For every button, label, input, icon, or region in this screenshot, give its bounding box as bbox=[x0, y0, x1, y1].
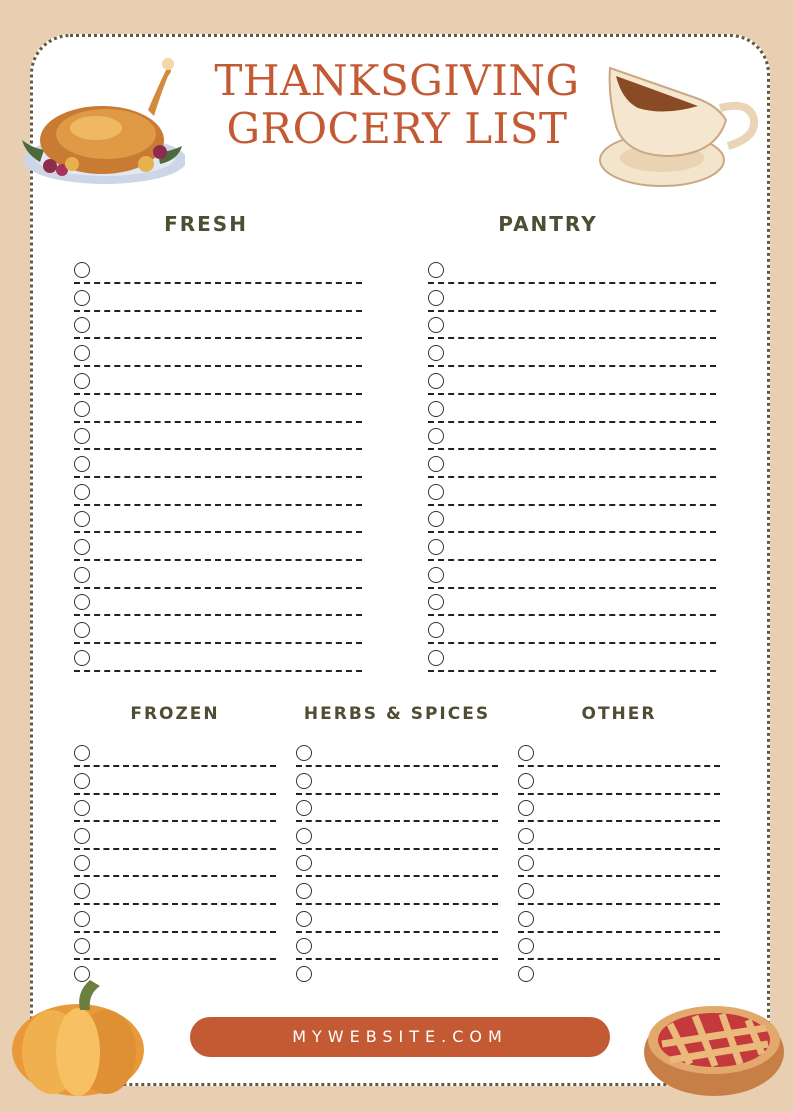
pantry-list-item[interactable] bbox=[428, 345, 716, 367]
checkbox-circle[interactable] bbox=[296, 855, 312, 871]
checkbox-circle[interactable] bbox=[296, 883, 312, 899]
write-in-line[interactable] bbox=[428, 670, 716, 672]
pantry-list-item[interactable] bbox=[428, 373, 716, 395]
checkbox-circle[interactable] bbox=[428, 345, 444, 361]
other-list-item[interactable] bbox=[518, 938, 720, 960]
checkbox-circle[interactable] bbox=[74, 456, 90, 472]
section-title-pantry: PANTRY bbox=[498, 212, 598, 236]
frozen-list-item[interactable] bbox=[74, 800, 276, 822]
frozen-list-item[interactable] bbox=[74, 828, 276, 850]
pantry-list-item[interactable] bbox=[428, 428, 716, 450]
write-in-line[interactable] bbox=[428, 531, 716, 533]
checkbox-circle[interactable] bbox=[428, 622, 444, 638]
page-title-line-2: GROCERY LIST bbox=[226, 104, 568, 153]
checkbox-circle[interactable] bbox=[74, 911, 90, 927]
other-list-item[interactable] bbox=[518, 800, 720, 822]
write-in-line[interactable] bbox=[428, 614, 716, 616]
pantry-list-item[interactable] bbox=[428, 622, 716, 644]
write-in-line[interactable] bbox=[296, 820, 498, 822]
checkbox-circle[interactable] bbox=[518, 773, 534, 789]
write-in-line[interactable] bbox=[296, 793, 498, 795]
write-in-line[interactable] bbox=[518, 765, 720, 767]
checkbox-circle[interactable] bbox=[74, 401, 90, 417]
write-in-line[interactable] bbox=[428, 310, 716, 312]
checkbox-circle[interactable] bbox=[74, 828, 90, 844]
checkbox-circle[interactable] bbox=[518, 911, 534, 927]
herbs-list-item[interactable] bbox=[296, 800, 498, 822]
checkbox-circle[interactable] bbox=[428, 317, 444, 333]
write-in-line[interactable] bbox=[296, 765, 498, 767]
herbs-list-item[interactable] bbox=[296, 883, 498, 905]
other-list-item[interactable] bbox=[518, 828, 720, 850]
checkbox-circle[interactable] bbox=[428, 539, 444, 555]
checkbox-circle[interactable] bbox=[428, 290, 444, 306]
checkbox-circle[interactable] bbox=[428, 401, 444, 417]
checkbox-circle[interactable] bbox=[518, 828, 534, 844]
checkbox-circle[interactable] bbox=[74, 511, 90, 527]
write-in-line[interactable] bbox=[74, 820, 276, 822]
pantry-list-item[interactable] bbox=[428, 401, 716, 423]
checkbox-circle[interactable] bbox=[74, 622, 90, 638]
pantry-list-item[interactable] bbox=[428, 484, 716, 506]
fresh-list-item[interactable] bbox=[74, 428, 362, 450]
checkbox-circle[interactable] bbox=[74, 290, 90, 306]
checkbox-circle[interactable] bbox=[518, 745, 534, 761]
fresh-list-item[interactable] bbox=[74, 456, 362, 478]
write-in-line[interactable] bbox=[428, 365, 716, 367]
frozen-list-item[interactable] bbox=[74, 773, 276, 795]
herbs-list-item[interactable] bbox=[296, 966, 498, 988]
write-in-line[interactable] bbox=[518, 848, 720, 850]
frozen-list-item[interactable] bbox=[74, 883, 276, 905]
section-title-frozen: FROZEN bbox=[130, 704, 220, 724]
write-in-line[interactable] bbox=[518, 793, 720, 795]
pantry-list-item[interactable] bbox=[428, 511, 716, 533]
checkbox-circle[interactable] bbox=[74, 567, 90, 583]
checkbox-circle[interactable] bbox=[296, 966, 312, 982]
write-in-line[interactable] bbox=[428, 504, 716, 506]
fresh-list-item[interactable] bbox=[74, 345, 362, 367]
write-in-line[interactable] bbox=[428, 587, 716, 589]
write-in-line[interactable] bbox=[518, 931, 720, 933]
pantry-list-item[interactable] bbox=[428, 567, 716, 589]
other-list-item[interactable] bbox=[518, 745, 720, 767]
frozen-list-item[interactable] bbox=[74, 938, 276, 960]
checkbox-circle[interactable] bbox=[74, 484, 90, 500]
write-in-line[interactable] bbox=[74, 931, 276, 933]
write-in-line[interactable] bbox=[74, 875, 276, 877]
section-title-herbs-spices: HERBS & SPICES bbox=[303, 704, 491, 724]
herbs-list-item[interactable] bbox=[296, 745, 498, 767]
write-in-line[interactable] bbox=[428, 642, 716, 644]
write-in-line[interactable] bbox=[74, 765, 276, 767]
checkbox-circle[interactable] bbox=[74, 855, 90, 871]
write-in-line[interactable] bbox=[74, 393, 362, 395]
pantry-list-item[interactable] bbox=[428, 594, 716, 616]
website-banner[interactable]: MYWEBSITE.COM bbox=[190, 1017, 610, 1057]
write-in-line[interactable] bbox=[74, 310, 362, 312]
write-in-line[interactable] bbox=[296, 958, 498, 960]
checkbox-circle[interactable] bbox=[428, 567, 444, 583]
fresh-list-item[interactable] bbox=[74, 262, 362, 284]
write-in-line[interactable] bbox=[296, 931, 498, 933]
checkbox-circle[interactable] bbox=[74, 317, 90, 333]
write-in-line[interactable] bbox=[518, 903, 720, 905]
fresh-list-item[interactable] bbox=[74, 484, 362, 506]
herbs-list-item[interactable] bbox=[296, 938, 498, 960]
frozen-list-item[interactable] bbox=[74, 855, 276, 877]
pantry-list-item[interactable] bbox=[428, 650, 716, 672]
other-list-item[interactable] bbox=[518, 966, 720, 988]
write-in-line[interactable] bbox=[74, 531, 362, 533]
page-title-line-1: THANKSGIVING bbox=[214, 56, 580, 105]
write-in-line[interactable] bbox=[74, 476, 362, 478]
checkbox-circle[interactable] bbox=[428, 594, 444, 610]
checkbox-circle[interactable] bbox=[74, 428, 90, 444]
checkbox-circle[interactable] bbox=[74, 262, 90, 278]
write-in-line[interactable] bbox=[428, 393, 716, 395]
fresh-list-item[interactable] bbox=[74, 567, 362, 589]
fresh-list-item[interactable] bbox=[74, 373, 362, 395]
write-in-line[interactable] bbox=[518, 820, 720, 822]
checkbox-circle[interactable] bbox=[74, 539, 90, 555]
checkbox-circle[interactable] bbox=[518, 966, 534, 982]
write-in-line[interactable] bbox=[296, 875, 498, 877]
checkbox-circle[interactable] bbox=[518, 800, 534, 816]
write-in-line[interactable] bbox=[428, 282, 716, 284]
checkbox-circle[interactable] bbox=[74, 966, 90, 982]
pantry-list-item[interactable] bbox=[428, 317, 716, 339]
write-in-line[interactable] bbox=[74, 614, 362, 616]
checkbox-circle[interactable] bbox=[428, 456, 444, 472]
fresh-list-item[interactable] bbox=[74, 511, 362, 533]
checkbox-circle[interactable] bbox=[74, 594, 90, 610]
section-title-fresh: FRESH bbox=[164, 212, 248, 236]
write-in-line[interactable] bbox=[428, 337, 716, 339]
write-in-line[interactable] bbox=[428, 448, 716, 450]
fresh-list-item[interactable] bbox=[74, 317, 362, 339]
checkbox-circle[interactable] bbox=[296, 911, 312, 927]
frozen-list-item[interactable] bbox=[74, 911, 276, 933]
other-list-item[interactable] bbox=[518, 911, 720, 933]
checkbox-circle[interactable] bbox=[428, 262, 444, 278]
write-in-line[interactable] bbox=[74, 365, 362, 367]
checkbox-circle[interactable] bbox=[428, 373, 444, 389]
herbs-list-item[interactable] bbox=[296, 911, 498, 933]
write-in-line[interactable] bbox=[74, 793, 276, 795]
checkbox-circle[interactable] bbox=[428, 650, 444, 666]
checkbox-circle[interactable] bbox=[296, 800, 312, 816]
write-in-line[interactable] bbox=[428, 559, 716, 561]
checkbox-circle[interactable] bbox=[428, 428, 444, 444]
other-list-item[interactable] bbox=[518, 773, 720, 795]
write-in-line[interactable] bbox=[74, 958, 276, 960]
checkbox-circle[interactable] bbox=[428, 484, 444, 500]
checkbox-circle[interactable] bbox=[428, 511, 444, 527]
checkbox-circle[interactable] bbox=[518, 938, 534, 954]
fresh-list-item[interactable] bbox=[74, 594, 362, 616]
checkbox-circle[interactable] bbox=[74, 800, 90, 816]
checkbox-circle[interactable] bbox=[296, 773, 312, 789]
checkbox-circle[interactable] bbox=[74, 883, 90, 899]
lattice-pie-illustration bbox=[640, 994, 786, 1102]
write-in-line[interactable] bbox=[74, 642, 362, 644]
herbs-list-item[interactable] bbox=[296, 828, 498, 850]
write-in-line[interactable] bbox=[74, 670, 362, 672]
checkbox-circle[interactable] bbox=[518, 883, 534, 899]
checkbox-circle[interactable] bbox=[296, 938, 312, 954]
pantry-list-item[interactable] bbox=[428, 262, 716, 284]
write-in-line[interactable] bbox=[428, 421, 716, 423]
checkbox-circle[interactable] bbox=[74, 650, 90, 666]
write-in-line[interactable] bbox=[518, 958, 720, 960]
pantry-list-item[interactable] bbox=[428, 456, 716, 478]
pantry-list-item[interactable] bbox=[428, 539, 716, 561]
frozen-list-item[interactable] bbox=[74, 966, 276, 988]
fresh-list-item[interactable] bbox=[74, 650, 362, 672]
other-list-item[interactable] bbox=[518, 855, 720, 877]
write-in-line[interactable] bbox=[518, 875, 720, 877]
checkbox-circle[interactable] bbox=[518, 855, 534, 871]
checkbox-circle[interactable] bbox=[74, 373, 90, 389]
fresh-list-item[interactable] bbox=[74, 622, 362, 644]
write-in-line[interactable] bbox=[74, 559, 362, 561]
section-title-other: OTHER bbox=[581, 704, 657, 724]
write-in-line[interactable] bbox=[74, 848, 276, 850]
write-in-line[interactable] bbox=[428, 476, 716, 478]
write-in-line[interactable] bbox=[74, 903, 276, 905]
checkbox-circle[interactable] bbox=[74, 938, 90, 954]
checkbox-circle[interactable] bbox=[74, 745, 90, 761]
write-in-line[interactable] bbox=[74, 448, 362, 450]
herbs-list-item[interactable] bbox=[296, 855, 498, 877]
fresh-list-item[interactable] bbox=[74, 290, 362, 312]
fresh-list-item[interactable] bbox=[74, 401, 362, 423]
herbs-list-item[interactable] bbox=[296, 773, 498, 795]
write-in-line[interactable] bbox=[74, 587, 362, 589]
write-in-line[interactable] bbox=[74, 282, 362, 284]
write-in-line[interactable] bbox=[74, 421, 362, 423]
frozen-list-item[interactable] bbox=[74, 745, 276, 767]
fresh-list-item[interactable] bbox=[74, 539, 362, 561]
checkbox-circle[interactable] bbox=[74, 345, 90, 361]
pantry-list-item[interactable] bbox=[428, 290, 716, 312]
checkbox-circle[interactable] bbox=[74, 773, 90, 789]
other-list-item[interactable] bbox=[518, 883, 720, 905]
pumpkin-illustration bbox=[8, 976, 150, 1100]
checkbox-circle[interactable] bbox=[296, 745, 312, 761]
write-in-line[interactable] bbox=[74, 337, 362, 339]
write-in-line[interactable] bbox=[296, 903, 498, 905]
checkbox-circle[interactable] bbox=[296, 828, 312, 844]
write-in-line[interactable] bbox=[296, 848, 498, 850]
write-in-line[interactable] bbox=[74, 504, 362, 506]
